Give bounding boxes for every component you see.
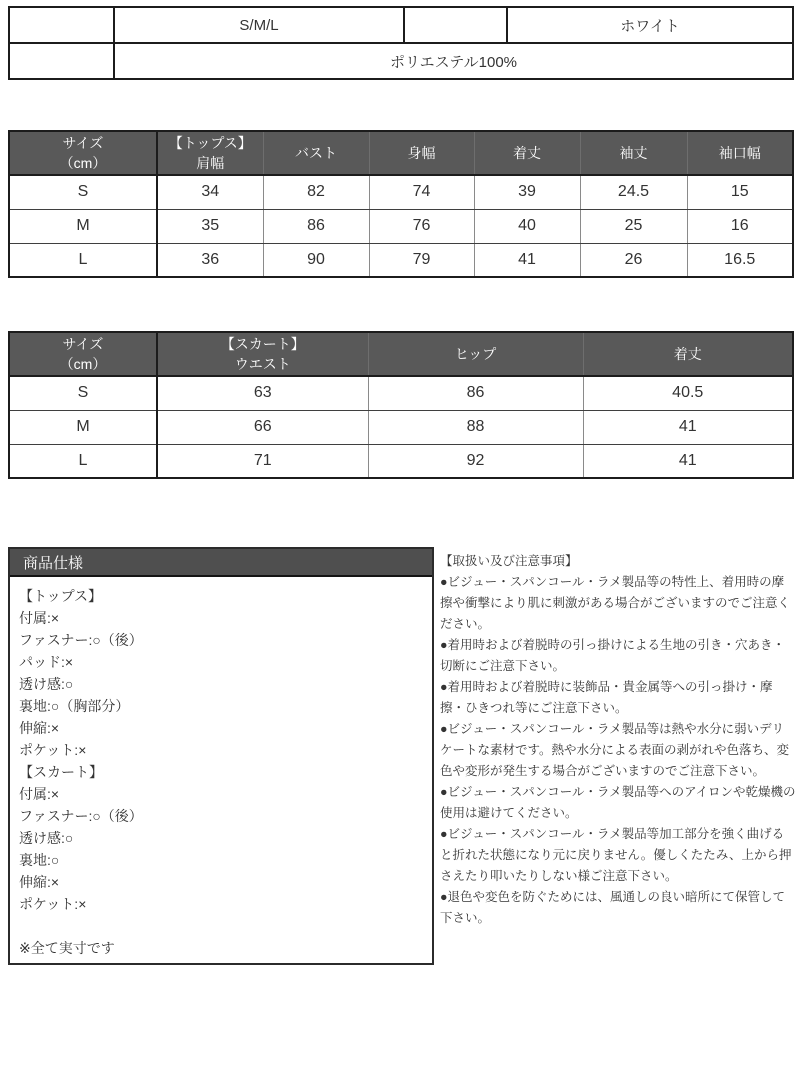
col-header-size-line1: サイズ [62, 336, 104, 352]
cell-value: 35 [157, 209, 263, 243]
material-label-cell: 素材 [9, 43, 114, 79]
cell-value: 86 [368, 376, 583, 410]
table-header-row [9, 332, 793, 376]
cell-value: 36 [157, 243, 263, 277]
care-note-item: ●ビジュー・スパンコール・ラメ製品等の特性上、着用時の摩擦や衝撃により肌に刺激がある場合がございますのでご注意ください。 [440, 575, 791, 631]
spec-line: 透け感:○ [19, 830, 74, 846]
cell-size: S [9, 175, 157, 209]
cell-value: 66 [157, 410, 368, 444]
spec-line: 透け感:○ [19, 676, 74, 692]
spec-footnote: ※全て実寸です [19, 940, 115, 956]
product-spec-title-bar [10, 549, 432, 577]
col-header-skirt-group: 【スカート】 [220, 336, 305, 352]
cell-value: 41 [474, 243, 580, 277]
cell-value: 41 [583, 444, 793, 478]
col-header-waist [157, 332, 368, 376]
spec-line: 裏地:○（胸部分） [19, 698, 130, 714]
table-row-s [9, 376, 793, 410]
col-header-size-line2: （cm） [59, 356, 107, 372]
care-note-item: ●ビジュー・スパンコール・ラメ製品等加工部分を強く曲げると折れた状態になり元に戻りません。優しくたたみ、上から押さえたり叩いたりしない様ご注意下さい。 [440, 827, 792, 883]
size-label-cell: サイズ [9, 7, 114, 43]
col-header-sleeve-length: 袖丈 [580, 131, 687, 175]
col-header-bust: バスト [263, 131, 369, 175]
material-value-cell: ポリエステル100% [114, 43, 793, 79]
cell-size: M [9, 410, 157, 444]
col-header-hip: ヒップ [368, 332, 583, 376]
cell-value: 90 [263, 243, 369, 277]
care-note-item: ●着用時および着脱時に装飾品・貴金属等への引っ掛け・摩擦・ひきつれ等にご注意下さい。 [440, 680, 773, 715]
skirt-size-table [8, 331, 794, 479]
cell-value: 82 [263, 175, 369, 209]
spec-line: 伸縮:× [19, 720, 60, 736]
table-row-l [9, 243, 793, 277]
spec-line: 【スカート】 [19, 764, 103, 780]
cell-value: 86 [263, 209, 369, 243]
care-note-item: ●ビジュー・スパンコール・ラメ製品等へのアイロンや乾燥機の使用は避けてください。 [440, 785, 796, 820]
cell-value: 16 [687, 209, 793, 243]
table-row-s [9, 175, 793, 209]
spec-line: ポケット:× [19, 742, 87, 758]
cell-value: 26 [580, 243, 687, 277]
cell-size: S [9, 376, 157, 410]
basic-info-table [8, 6, 794, 80]
col-header-shoulder-label: 肩幅 [196, 155, 225, 171]
col-header-size [9, 131, 157, 175]
care-note-item: ●退色や変色を防ぐためには、風通しの良い暗所にて保管して下さい。 [440, 890, 786, 925]
spec-line: 【トップス】 [19, 588, 103, 604]
cell-value: 39 [474, 175, 580, 209]
product-spec-box [8, 547, 434, 965]
cell-size: L [9, 444, 157, 478]
cell-value: 92 [368, 444, 583, 478]
color-label-cell: カラー [404, 7, 507, 43]
spec-line: 裏地:○ [19, 852, 60, 868]
table-header-row [9, 131, 793, 175]
cell-value: 40.5 [583, 376, 793, 410]
care-notes-title: 【取扱い及び注意事項】 [440, 554, 578, 568]
col-header-waist-label: ウエスト [234, 356, 291, 372]
cell-size: L [9, 243, 157, 277]
table-row-m [9, 410, 793, 444]
care-notes [440, 551, 796, 929]
cell-value: 88 [368, 410, 583, 444]
col-header-length: 着丈 [474, 131, 580, 175]
cell-value: 16.5 [687, 243, 793, 277]
col-header-tops-group: 【トップス】 [168, 135, 252, 151]
care-note-item: ●着用時および着脱時の引っ掛けによる生地の引き・穴あき・切断にご注意下さい。 [440, 638, 786, 673]
col-header-size-line2: （cm） [59, 155, 107, 171]
col-header-shoulder [157, 131, 263, 175]
product-spec-body [10, 577, 432, 959]
cell-value: 40 [474, 209, 580, 243]
cell-value: 63 [157, 376, 368, 410]
spec-line: 伸縮:× [19, 874, 60, 890]
cell-value: 76 [369, 209, 474, 243]
spec-line: ファスナー:○（後） [19, 632, 143, 648]
spec-line: ファスナー:○（後） [19, 808, 143, 824]
table-row [9, 43, 793, 79]
col-header-size [9, 332, 157, 376]
cell-value: 74 [369, 175, 474, 209]
spec-line: 付属:× [19, 610, 60, 626]
col-header-length: 着丈 [583, 332, 793, 376]
product-spec-title: 商品仕様 [23, 554, 84, 572]
table-row [9, 7, 793, 43]
col-header-body-width: 身幅 [369, 131, 474, 175]
cell-value: 79 [369, 243, 474, 277]
table-row-l [9, 444, 793, 478]
spec-line: パッド:× [19, 654, 74, 670]
cell-value: 71 [157, 444, 368, 478]
size-value-cell: S/M/L [114, 7, 404, 43]
cell-size: M [9, 209, 157, 243]
col-header-size-line1: サイズ [62, 135, 104, 151]
col-header-cuff-width: 袖口幅 [687, 131, 793, 175]
cell-value: 15 [687, 175, 793, 209]
cell-value: 34 [157, 175, 263, 209]
care-note-item: ●ビジュー・スパンコール・ラメ製品等は熱や水分に弱いデリケートな素材です。熱や水分による表面の剥がれや色落ち、変色や変形が発生する場合がございますのでご注意下さい。 [440, 722, 790, 778]
cell-value: 41 [583, 410, 793, 444]
table-row-m [9, 209, 793, 243]
spec-line: ポケット:× [19, 896, 87, 912]
cell-value: 25 [580, 209, 687, 243]
tops-size-table [8, 130, 794, 278]
cell-value: 24.5 [580, 175, 687, 209]
spec-line: 付属:× [19, 786, 60, 802]
color-value-cell: ホワイト [507, 7, 793, 43]
